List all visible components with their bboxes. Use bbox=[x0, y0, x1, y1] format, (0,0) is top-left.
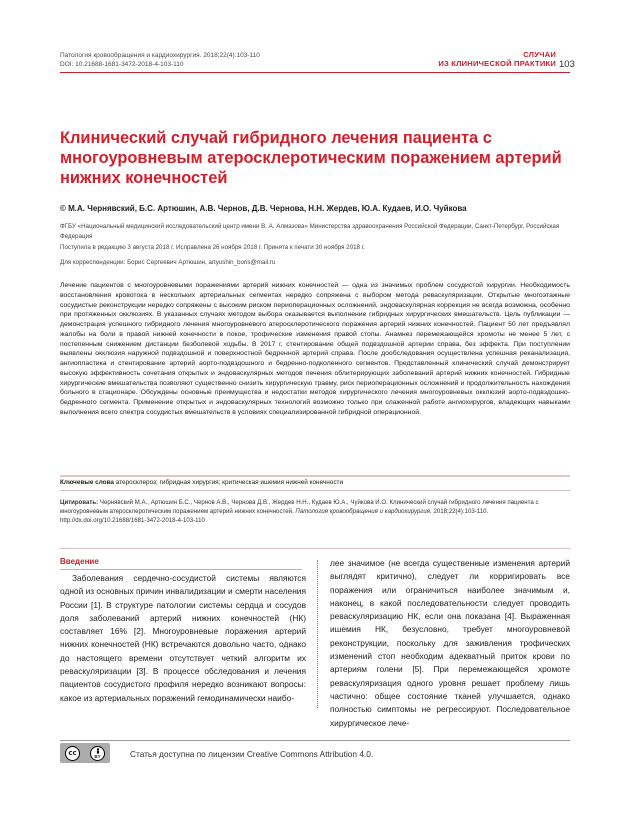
body-column-right bbox=[330, 557, 570, 730]
intro-heading: Введение bbox=[60, 557, 99, 566]
article-title: Клинический случай гибридного лечения пациента с многоуровневым атеросклеротическим поражением артерий нижних конечностей bbox=[60, 129, 562, 187]
intro-heading-rule bbox=[60, 569, 302, 570]
citation bbox=[60, 499, 570, 525]
journal-info bbox=[60, 51, 260, 69]
correspondence: Для корреспонденции: Борис Сергеевич Артюшин, artyushin_boris@mail.ru bbox=[60, 259, 276, 266]
abstract-divider bbox=[60, 475, 570, 477]
keywords-label: Ключевые слова bbox=[60, 479, 114, 486]
page-number: 103 bbox=[559, 59, 575, 70]
header-divider bbox=[60, 72, 570, 73]
abstract: Лечение пациентов с многоуровневыми поражениями артерий нижних конечностей — одна из значимых проблем сосудистой хирургии. Необходимость восстановления кровотока в нескольких артериальных сегментах нередко сопряжена с выбором метода реваскуляризации. Открытые многоэтажные сосудистые реконструкции нередко сопряжены с высоким риском периоперационных осложнений, эндоваскулярная коррекция не всегда возможна, особенно при протяженных окклюзиях. В указанных случаях методом выбора оказывается выполнение гибридных хирургических вмешательств. Цель публикации — демонстрация успешного гибридного лечения многоуровневого атеросклеротического поражения артерий нижних конечностей. Пациент 50 лет предъявлял жалобы на боли в правой нижней конечности в покое, трофические изменения правой стопы. Анамнез перемежающейся хромоты не менее 5 лет, с постепенным снижением дистанции безболевой ходьбы. В 2017 г. стентирование общей подвздошной артерии справа, без эффекта. При поступлении выявлены окклюзия наружной подвздошной и поверхностной бедренной артерий справа. После дообследования осуществлена успешная реканализация, ангиопластика и стентирование артерий аорто-подвздошного и бедренно-подколенного сегментов. Представленный клинический случай демонстрирует высокую эффективность сочетания открытых и эндоваскулярных методов лечения облитерирующих заболеваний артерий нижних конечностей. Гибридные хирургические вмешательства позволяют существенно снизить хирургическую травму, риск периоперационных осложнений и продолжительность нахождения больного в стационаре. Обсуждены основные преимущества и недостатки методов хирургического лечения многоуровневых окклюзий аорто-подвздошно-бедренного сегмента. Применение открытых и эндоваскулярных технологий возможно только при слаженной работе ангиохирургов, владеющих навыками выполнения всего спектра сосудистых вмешательств в условиях специализированной гибридной операционной. bbox=[60, 282, 570, 416]
cc-icon: cc bbox=[65, 746, 80, 761]
license-text: Статья доступна по лицензии Creative Commons Attribution 4.0. bbox=[130, 749, 374, 759]
cc-by-license-icon bbox=[60, 743, 110, 763]
citation-divider bbox=[60, 548, 570, 549]
section-label bbox=[438, 50, 556, 68]
authors: © М.А. Чернявский, Б.С. Артюшин, А.В. Чернов, Д.В. Чернова, Н.Н. Жердев, Ю.А. Кудаев, И.О. Чуйкова bbox=[60, 204, 467, 213]
received-dates: Поступила в редакцию 3 августа 2018 г. Исправлена 26 ноября 2018 г. Принята к печати 30 ноября 2018 г. bbox=[60, 244, 365, 251]
cite-text: Чернявский М.А., Артюшин Б.С., Чернов А.В., Чернова Д.В., Жердев Н.Н., Кудаев Ю.А., Чуйкова И.О. Клинический случай гибридного лечения пациента с многоуровневым атеросклеротическим поражением артерий нижних конечностей. bbox=[60, 499, 539, 515]
body-column-left bbox=[60, 572, 306, 705]
intro-continuation: лее значимое (не всегда существенные изменения артерий выглядят критично), следует ли корригировать все поражения или ограничиться наиболее значимым и, наконец, в какой последовательности следует проводить реваскуляризацию НК, если она показана [4]. Выраженная ишемия НК, безусловно, требует многоуровневой реконструкции, поскольку для заживления трофических изменений стоп необходим адекватный приток крови по артериям голени [5]. При перемежающейся хромоте реваскуляризация одного уровня решает проблему лишь частично: общее состояние тканей улучшается, однако полностью симптомы не регрессируют. Последовательное хирургическое лече- bbox=[330, 558, 570, 728]
by-label: BY bbox=[94, 753, 101, 759]
column-divider bbox=[317, 560, 318, 708]
journal-doi: DOI: 10.21688-1681-3472-2018-4-103-110 bbox=[60, 61, 184, 68]
keywords bbox=[60, 479, 343, 486]
by-icon bbox=[90, 746, 105, 761]
keywords-text: атеросклероз; гибридная хирургия; критическая ишемия нижней конечности bbox=[115, 479, 344, 486]
section-label-line1: СЛУЧАИ bbox=[523, 50, 556, 59]
intro-paragraph: Заболевания сердечно-сосудистой системы являются одной из основных причин инвалидизации и смерти населения России [1]. В структуре патологии системы сердца и сосудов доля заболеваний артерий нижних конечностей (НК) составляет 16% [2]. Многоуровневые поражения артерий нижних конечностей (НК) встречаются довольно часто, однако до настоящего времени отсутствует четкий алгоритм их реваскуляризации [3]. В процессе обследования и лечения пациентов сосудистого профиля нередко возникают вопросы: какое из артериальных поражений гемодинамически наибо- bbox=[60, 573, 306, 703]
cite-label: Цитировать: bbox=[60, 499, 99, 506]
journal-citation: Патология кровообращения и кардиохирургия. 2018;22(4):103-110 bbox=[60, 52, 260, 59]
section-label-line2: ИЗ КЛИНИЧЕСКОЙ ПРАКТИКИ bbox=[438, 59, 556, 68]
affiliation: ФГБУ «Национальный медицинский исследовательский центр имени В. А. Алмазова» Министерства здравоохранения Российской Федерации, Санкт-Петербург, Российская Федерация bbox=[60, 223, 560, 240]
cite-journal: Патология кровообращения и кардиохирургия. bbox=[295, 507, 432, 515]
keywords-divider bbox=[60, 490, 570, 491]
footer-divider bbox=[60, 740, 570, 741]
cite-tail: 2018;22(4):103-110. http://dx.doi.org/10.21688/1681-3472-2018-4-103-110 bbox=[60, 507, 489, 524]
